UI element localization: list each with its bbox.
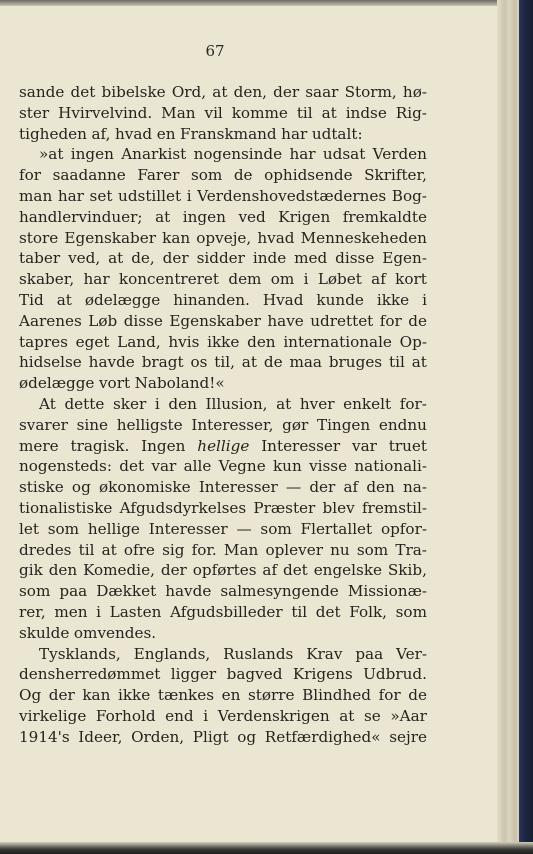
word: at: [321, 103, 337, 122]
word: der: [309, 478, 336, 497]
word: har: [289, 145, 316, 164]
text-line: [19, 290, 427, 311]
word: Præster: [253, 498, 316, 517]
word: de: [408, 311, 427, 330]
word: disse: [123, 311, 163, 330]
word: ofre: [123, 540, 155, 559]
word: og: [71, 478, 91, 497]
word: den: [48, 561, 78, 580]
word: Retfærdighed«: [264, 727, 381, 746]
word: svarer: [19, 415, 68, 434]
word: internationale: [283, 332, 392, 351]
word: om: [270, 270, 295, 289]
word: udsat: [322, 145, 366, 164]
text-line: [19, 82, 427, 103]
word: Folk,: [349, 602, 387, 621]
word: sejre: [389, 727, 427, 746]
word: Op-: [399, 332, 427, 351]
word: Lasten: [109, 602, 162, 621]
word: sig: [162, 540, 185, 559]
word: i: [96, 602, 101, 621]
word: der: [160, 561, 187, 580]
word: i: [186, 186, 192, 205]
text-line: [19, 623, 427, 644]
word: Egenskaber: [64, 228, 157, 247]
word: rer,: [19, 602, 46, 621]
word: kunde: [316, 290, 364, 309]
word: bragt: [141, 353, 184, 372]
word: sker: [113, 394, 147, 413]
word: kan: [82, 686, 111, 705]
word: taber: [19, 249, 61, 268]
word: at: [56, 290, 72, 309]
word: Aarenes: [19, 311, 82, 330]
word: At: [39, 394, 56, 413]
word: udrettet: [310, 311, 374, 330]
word: af: [343, 478, 359, 497]
word: var: [352, 436, 377, 455]
word: skaber,: [19, 270, 75, 289]
word: inde: [252, 249, 287, 268]
word: Tysklands,: [39, 644, 121, 663]
text-line: [19, 144, 427, 165]
word: at: [212, 83, 228, 101]
word: Pligt: [192, 727, 229, 746]
word: enkelt: [343, 394, 392, 413]
word: let: [19, 519, 39, 538]
word: Og: [19, 686, 42, 705]
word: dredes: [19, 540, 72, 559]
word: sidder: [196, 249, 245, 268]
word: opførtes: [192, 561, 257, 580]
text-line: [19, 644, 427, 665]
word: Ord,: [171, 83, 207, 101]
word: Interesser,: [191, 415, 274, 434]
word: Løb: [88, 311, 118, 330]
word: tænkes: [157, 686, 215, 705]
word: fremkaldte: [342, 207, 427, 226]
word: Interesser: [148, 519, 228, 538]
word: Løbet: [317, 270, 362, 289]
word: paa: [59, 582, 88, 601]
word: ved: [238, 207, 266, 226]
word: af: [371, 270, 386, 289]
page-number: 67: [205, 42, 225, 60]
word: en: [221, 686, 241, 705]
word: truet: [388, 436, 427, 455]
word: Hvad: [262, 290, 304, 309]
text-line: [19, 186, 427, 207]
word: hellige: [87, 519, 140, 538]
word: som: [260, 519, 292, 538]
word: gik: [19, 561, 43, 580]
word: saadanne: [52, 166, 126, 185]
text-line: [19, 727, 427, 748]
word: ikke: [207, 332, 240, 351]
word: os: [190, 353, 208, 372]
word: omvendes.: [73, 623, 157, 642]
word: hvad: [115, 124, 153, 143]
word: Skib,: [387, 561, 427, 580]
text-line: [19, 103, 427, 124]
word: Tid: [19, 290, 44, 309]
word: ster: [19, 103, 50, 122]
word: at: [101, 540, 117, 559]
word: at: [276, 394, 292, 413]
word: Anarkist: [121, 145, 187, 164]
word: Bog-: [391, 186, 427, 205]
text-line: [19, 124, 427, 145]
word: Land,: [117, 332, 161, 351]
word: kan: [162, 228, 191, 247]
word: bibelske: [101, 83, 166, 101]
word: hø-: [402, 83, 427, 101]
word: na-: [403, 478, 427, 497]
word: bagved: [226, 665, 283, 684]
word: Verden: [372, 145, 427, 164]
word: tionalistiske: [19, 498, 113, 517]
text-line: [19, 394, 427, 415]
word: som: [395, 602, 427, 621]
word: Verdenshovedstædernes: [197, 186, 387, 205]
word: Egen-: [382, 249, 427, 268]
word: men: [54, 602, 88, 621]
word: til: [78, 540, 95, 559]
word: den: [168, 394, 197, 413]
word: Orden,: [131, 727, 185, 746]
word: havde: [88, 353, 135, 372]
word: tapres: [19, 332, 68, 351]
word: kun: [272, 457, 302, 476]
word: har: [57, 186, 84, 205]
word: hver: [299, 394, 335, 413]
word: 1914's: [19, 727, 70, 746]
word: alle: [183, 457, 212, 476]
word: tragisk.: [70, 436, 130, 455]
word: bruges: [328, 353, 383, 372]
word: at: [411, 353, 427, 372]
word: til: [296, 103, 313, 122]
word: mere: [19, 436, 59, 455]
word: var: [151, 457, 177, 476]
word: gør: [282, 415, 309, 434]
word: Rig-: [395, 103, 427, 122]
text-line: [19, 602, 427, 623]
word: Ver-: [396, 644, 427, 663]
word: til: [388, 353, 405, 372]
word: Menneskeheden: [300, 228, 427, 247]
word: skulde: [19, 623, 70, 642]
word: —: [285, 478, 302, 497]
word: ved,: [68, 249, 101, 268]
word: Farer: [137, 166, 180, 185]
word: Forhold: [95, 706, 156, 725]
word: Ingen: [141, 436, 186, 455]
text-line: [19, 165, 427, 186]
word: Illusion,: [205, 394, 268, 413]
page-top-shadow: [0, 0, 533, 6]
word: vort: [98, 374, 131, 393]
word: Franskmand: [180, 124, 277, 143]
page-bottom-shadow: [0, 842, 533, 854]
word: i: [303, 270, 309, 289]
word: se: [363, 706, 381, 725]
text-line: [19, 352, 427, 373]
word: Naboland!«: [134, 374, 225, 393]
word: opveje,: [196, 228, 252, 247]
word: have: [267, 311, 304, 330]
text-line: [19, 706, 427, 727]
text-line: [19, 685, 427, 706]
word: nogensinde: [193, 145, 283, 164]
word: »at: [39, 145, 64, 164]
word: Krav: [306, 644, 343, 663]
word: af,: [91, 124, 111, 143]
word: for-: [399, 394, 427, 413]
word: af: [262, 561, 278, 580]
word: som: [190, 166, 223, 185]
word: der: [162, 249, 189, 268]
word: ophidsende: [264, 166, 353, 185]
word: oplever: [265, 540, 323, 559]
word: har: [281, 124, 308, 143]
word: saar: [305, 83, 339, 101]
word: opfor-: [380, 519, 427, 538]
text-line: [19, 498, 427, 519]
word: Dækket: [96, 582, 157, 601]
word: nu: [330, 540, 350, 559]
word: Interesser: [261, 436, 341, 455]
word: at: [339, 706, 355, 725]
word: Missionæ-: [347, 582, 427, 601]
word: sine: [76, 415, 109, 434]
word: Afgudsdyrkelses: [119, 498, 247, 517]
text-line: [19, 456, 427, 477]
word: ødelægge: [19, 374, 95, 393]
word: sande: [19, 83, 65, 101]
word: en: [156, 124, 176, 143]
word: Tra-: [395, 540, 427, 559]
word: som: [19, 582, 51, 601]
word: hidselse: [19, 353, 82, 372]
word: disse: [335, 249, 375, 268]
word: Afgudsbilleder: [170, 602, 283, 621]
word: Komedie,: [83, 561, 155, 580]
word: set: [89, 186, 113, 205]
word: komme: [231, 103, 288, 122]
word: Egenskaber: [169, 311, 261, 330]
word: de: [408, 686, 427, 705]
word: Ideer,: [78, 727, 123, 746]
word: maa: [289, 353, 322, 372]
text-line: [19, 373, 427, 394]
word: det: [315, 602, 341, 621]
word: ingen: [70, 145, 114, 164]
word: Interesser: [198, 478, 278, 497]
word: Hvirvelvind.: [58, 103, 153, 122]
word: og: [237, 727, 257, 746]
text-line: [19, 311, 427, 332]
word: Skrifter,: [364, 166, 427, 185]
word: indse: [345, 103, 387, 122]
text-line: [19, 664, 427, 685]
word: helligste: [116, 415, 183, 434]
word: der: [48, 686, 75, 705]
word: som: [356, 540, 389, 559]
word: stiske: [19, 478, 64, 497]
word: økonomiske: [98, 478, 191, 497]
word: Vegne: [218, 457, 266, 476]
word: større: [247, 686, 295, 705]
word: store: [19, 228, 59, 247]
word: til,: [214, 353, 235, 372]
word: nogensteds:: [19, 457, 112, 476]
word: Verdenskrigen: [217, 706, 330, 725]
word: i: [154, 394, 160, 413]
text-line: [19, 519, 427, 540]
word: densherredømmet: [19, 665, 161, 684]
word: den,: [233, 83, 267, 101]
word: den: [247, 332, 276, 351]
word: hinanden.: [173, 290, 250, 309]
word: det: [70, 83, 96, 101]
word: Krigen: [278, 207, 331, 226]
word: udtalt:: [311, 124, 363, 143]
word: for.: [191, 540, 217, 559]
word: ikke: [118, 686, 151, 705]
text-line: [19, 228, 427, 249]
word: som: [47, 519, 80, 538]
word: salmesyngende: [220, 582, 339, 601]
word: for: [19, 166, 42, 185]
word: end: [165, 706, 194, 725]
word: hvad: [257, 228, 295, 247]
word: at: [155, 207, 171, 226]
word: den: [366, 478, 395, 497]
word: ingen: [182, 207, 226, 226]
word: Man: [161, 103, 196, 122]
word: dette: [64, 394, 105, 413]
word: de: [263, 353, 283, 372]
text-line: [19, 581, 427, 602]
word: Englands,: [133, 644, 211, 663]
word: engelske: [313, 561, 383, 580]
word: Man: [223, 540, 259, 559]
word: ødelægge: [84, 290, 161, 309]
word: koncentreret: [118, 270, 220, 289]
word: til: [291, 602, 308, 621]
text-line: [19, 332, 427, 353]
word: man: [19, 186, 53, 205]
word: det: [119, 457, 145, 476]
word: det: [282, 561, 308, 580]
word: dem: [228, 270, 262, 289]
word: de: [233, 166, 253, 185]
word: at: [108, 249, 124, 268]
text-line: [19, 477, 427, 498]
word: endnu: [378, 415, 427, 434]
word: de,: [131, 249, 155, 268]
word: paa: [355, 644, 384, 663]
text-line: [19, 269, 427, 290]
word: Flertallet: [300, 519, 373, 538]
word: Krigens: [292, 665, 353, 684]
word: Ruslands: [223, 644, 294, 663]
word: kort: [395, 270, 427, 289]
word: hellige: [197, 436, 250, 455]
word: Storm,: [344, 83, 397, 101]
word: handlervinduer;: [19, 207, 143, 226]
text-line: [19, 540, 427, 561]
word: Udbrud.: [363, 665, 427, 684]
word: visse: [309, 457, 348, 476]
word: eget: [75, 332, 110, 351]
word: for: [378, 686, 401, 705]
word: blev: [322, 498, 355, 517]
book-cover-edge: [519, 0, 533, 854]
word: i: [422, 290, 427, 309]
word: Blindhed: [302, 686, 372, 705]
word: ligger: [170, 665, 217, 684]
word: der: [273, 83, 300, 101]
word: »Aar: [390, 706, 427, 725]
text-line: [19, 248, 427, 269]
word: har: [83, 270, 110, 289]
word: i: [203, 706, 209, 725]
word: nationali-: [354, 457, 427, 476]
word: udstillet: [118, 186, 182, 205]
body-text: [19, 82, 427, 748]
word: med: [294, 249, 328, 268]
word: fremstil-: [361, 498, 427, 517]
text-line: [19, 560, 427, 581]
text-line: [19, 207, 427, 228]
text-line: [19, 436, 427, 457]
word: at: [241, 353, 257, 372]
word: —: [236, 519, 252, 538]
word: hvis: [168, 332, 200, 351]
text-line: [19, 415, 427, 436]
word: ikke: [376, 290, 410, 309]
word: havde: [165, 582, 212, 601]
word: Tingen: [316, 415, 371, 434]
word: for: [379, 311, 402, 330]
word: tigheden: [19, 124, 87, 143]
word: vil: [204, 103, 223, 122]
word: virkelige: [19, 706, 87, 725]
